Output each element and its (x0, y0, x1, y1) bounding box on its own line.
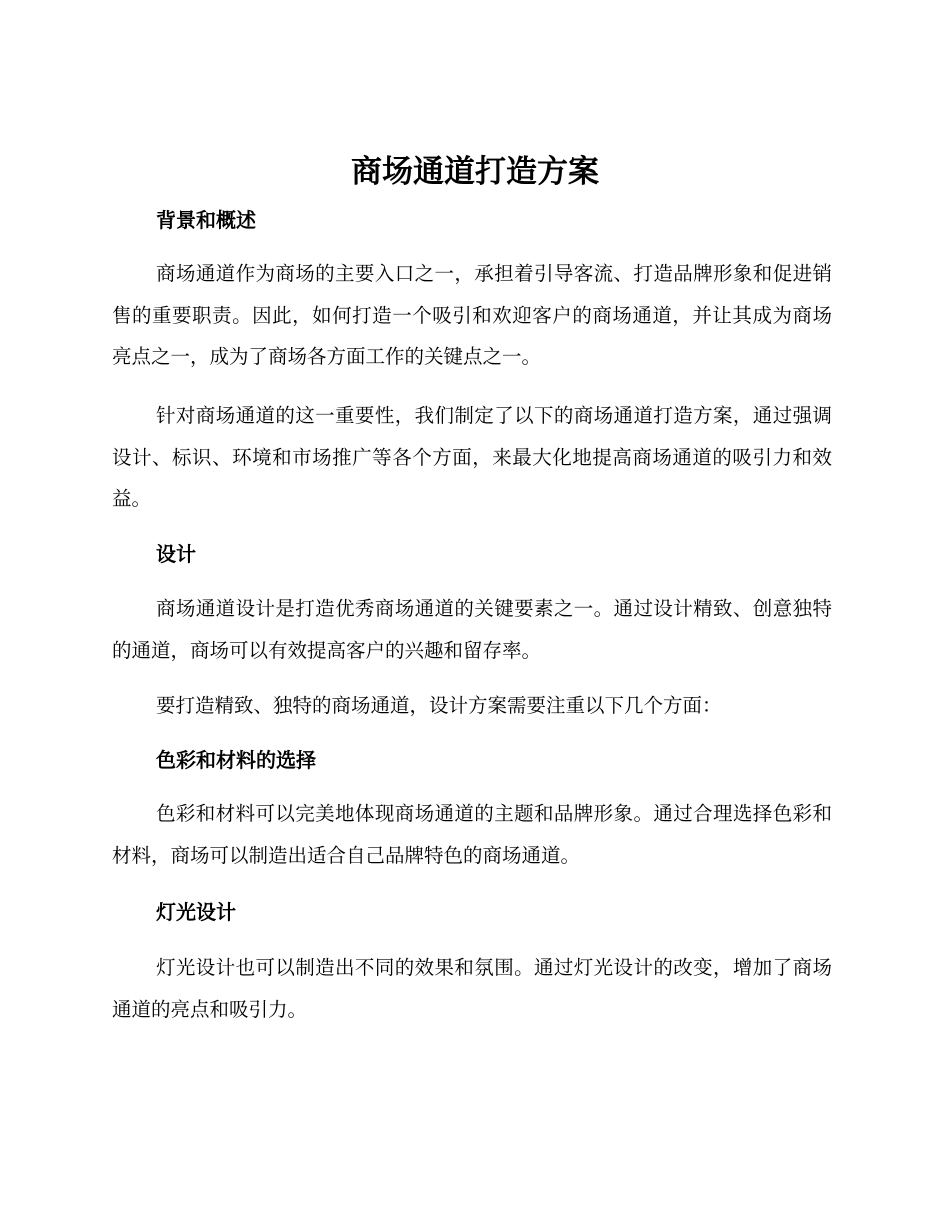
paragraph-design-1: 商场通道设计是打造优秀商场通道的关键要素之一。通过设计精致、创意独特的通道，商场可以有效提高客户的兴趣和留存率。 (112, 597, 832, 662)
section-heading-lighting: 灯光设计 (156, 900, 236, 924)
section-heading-color-material: 色彩和材料的选择 (156, 748, 316, 772)
document-title: 商场通道打造方案 (351, 154, 599, 190)
paragraph-background-2: 针对商场通道的这一重要性，我们制定了以下的商场通道打造方案，通过强调设计、标识、环境和市场推广等各个方面，来最大化地提高商场通道的吸引力和效益。 (112, 404, 832, 510)
section-heading-background: 背景和概述 (156, 208, 256, 232)
paragraph-design-2: 要打造精致、独特的商场通道，设计方案需要注重以下几个方面： (156, 694, 722, 717)
paragraph-background-1: 商场通道作为商场的主要入口之一，承担着引导客流、打造品牌形象和促进销售的重要职责。因此，如何打造一个吸引和欢迎客户的商场通道，并让其成为商场亮点之一，成为了商场各方面工作的关键点之一。 (112, 262, 832, 368)
paragraph-lighting-1: 灯光设计也可以制造出不同的效果和氛围。通过灯光设计的改变，增加了商场通道的亮点和吸引力。 (112, 956, 832, 1021)
paragraph-color-material-1: 色彩和材料可以完美地体现商场通道的主题和品牌形象。通过合理选择色彩和材料，商场可以制造出适合自己品牌特色的商场通道。 (112, 802, 832, 867)
section-heading-design: 设计 (156, 542, 196, 566)
